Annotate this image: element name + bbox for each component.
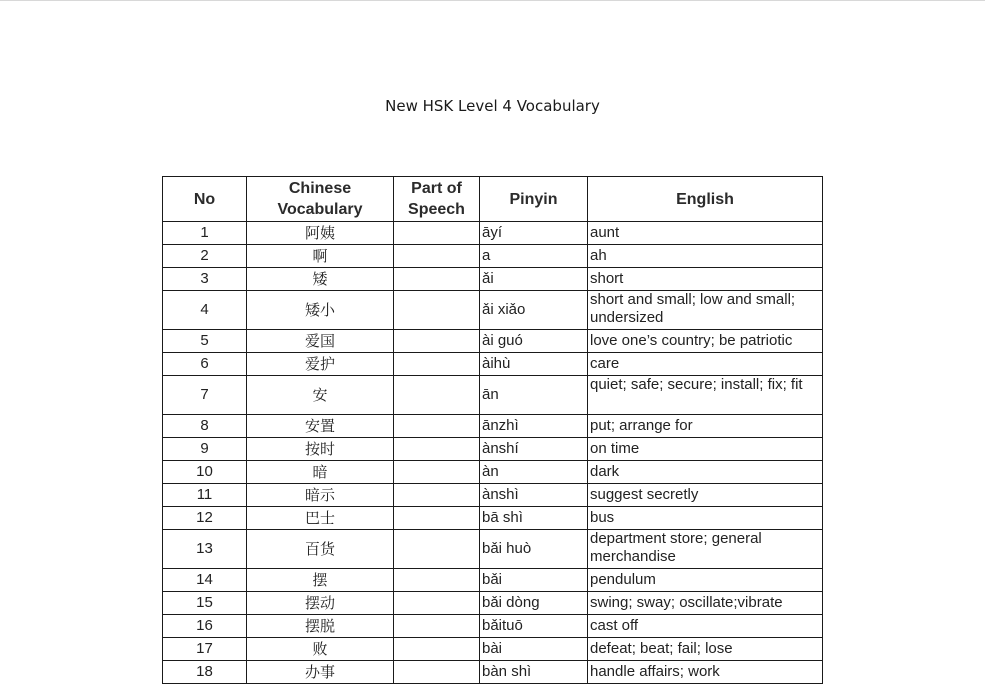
cell-pinyin: àihù <box>480 353 588 376</box>
cell-part-of-speech <box>394 569 480 592</box>
cell-chinese: 爱护 <box>247 353 394 376</box>
header-part-of-speech: Part of Speech <box>394 177 480 222</box>
table-row <box>163 438 823 461</box>
cell-no: 4 <box>163 291 247 330</box>
cell-no: 1 <box>163 222 247 245</box>
table-row <box>163 222 823 245</box>
cell-chinese: 按时 <box>247 438 394 461</box>
cell-part-of-speech <box>394 661 480 684</box>
cell-pinyin: a <box>480 245 588 268</box>
cell-pinyin: àn <box>480 461 588 484</box>
cell-pinyin: bàn shì <box>480 661 588 684</box>
cell-part-of-speech <box>394 415 480 438</box>
cell-part-of-speech <box>394 376 480 415</box>
cell-no: 11 <box>163 484 247 507</box>
cell-chinese: 矮小 <box>247 291 394 330</box>
cell-part-of-speech <box>394 484 480 507</box>
table-row <box>163 353 823 376</box>
cell-part-of-speech <box>394 438 480 461</box>
cell-pinyin: ànshí <box>480 438 588 461</box>
cell-english: on time <box>588 438 823 461</box>
table-row <box>163 291 823 330</box>
cell-chinese: 办事 <box>247 661 394 684</box>
cell-pinyin: ǎi xiǎo <box>480 291 588 330</box>
table-row <box>163 484 823 507</box>
cell-part-of-speech <box>394 222 480 245</box>
cell-chinese: 摆 <box>247 569 394 592</box>
cell-part-of-speech <box>394 507 480 530</box>
cell-part-of-speech <box>394 291 480 330</box>
cell-no: 17 <box>163 638 247 661</box>
cell-part-of-speech <box>394 245 480 268</box>
page-top-border <box>0 0 985 1</box>
cell-chinese: 啊 <box>247 245 394 268</box>
table-row <box>163 661 823 684</box>
cell-english: care <box>588 353 823 376</box>
cell-no: 2 <box>163 245 247 268</box>
cell-english: swing; sway; oscillate;vibrate <box>588 592 823 615</box>
cell-part-of-speech <box>394 638 480 661</box>
cell-part-of-speech <box>394 592 480 615</box>
cell-english: ah <box>588 245 823 268</box>
cell-english: short and small; low and small; undersized <box>588 291 823 330</box>
cell-no: 6 <box>163 353 247 376</box>
cell-chinese: 摆脱 <box>247 615 394 638</box>
cell-chinese: 巴士 <box>247 507 394 530</box>
cell-chinese: 安 <box>247 376 394 415</box>
cell-no: 18 <box>163 661 247 684</box>
cell-pinyin: ǎi <box>480 268 588 291</box>
cell-english: put; arrange for <box>588 415 823 438</box>
cell-chinese: 暗 <box>247 461 394 484</box>
cell-pinyin: ānzhì <box>480 415 588 438</box>
cell-pinyin: bǎi <box>480 569 588 592</box>
cell-no: 13 <box>163 530 247 569</box>
cell-no: 8 <box>163 415 247 438</box>
table-row <box>163 615 823 638</box>
cell-pinyin: bǎi dòng <box>480 592 588 615</box>
cell-chinese: 摆动 <box>247 592 394 615</box>
table-row <box>163 592 823 615</box>
cell-chinese: 百货 <box>247 530 394 569</box>
cell-english: short <box>588 268 823 291</box>
table-body <box>163 222 823 684</box>
cell-part-of-speech <box>394 330 480 353</box>
cell-chinese: 败 <box>247 638 394 661</box>
cell-english: quiet; safe; secure; install; fix; fit <box>588 376 823 415</box>
cell-english: love one’s country; be patriotic <box>588 330 823 353</box>
cell-english: aunt <box>588 222 823 245</box>
cell-pinyin: bǎituō <box>480 615 588 638</box>
table-row <box>163 461 823 484</box>
cell-no: 14 <box>163 569 247 592</box>
cell-english: defeat; beat; fail; lose <box>588 638 823 661</box>
cell-english: department store; general merchandise <box>588 530 823 569</box>
table-row <box>163 330 823 353</box>
cell-english: cast off <box>588 615 823 638</box>
cell-pinyin: ànshì <box>480 484 588 507</box>
cell-no: 5 <box>163 330 247 353</box>
cell-no: 12 <box>163 507 247 530</box>
cell-chinese: 安置 <box>247 415 394 438</box>
cell-english: handle affairs; work <box>588 661 823 684</box>
cell-no: 10 <box>163 461 247 484</box>
cell-pinyin: bā shì <box>480 507 588 530</box>
cell-english: pendulum <box>588 569 823 592</box>
cell-part-of-speech <box>394 461 480 484</box>
document-title: New HSK Level 4 Vocabulary <box>385 97 600 115</box>
header-pinyin: Pinyin <box>480 177 588 222</box>
cell-part-of-speech <box>394 353 480 376</box>
table-row <box>163 507 823 530</box>
cell-chinese: 爱国 <box>247 330 394 353</box>
cell-pinyin: ān <box>480 376 588 415</box>
table-row <box>163 376 823 415</box>
vocabulary-table <box>162 176 823 684</box>
cell-english: suggest secretly <box>588 484 823 507</box>
cell-chinese: 暗示 <box>247 484 394 507</box>
cell-english: dark <box>588 461 823 484</box>
cell-english: bus <box>588 507 823 530</box>
cell-pinyin: bǎi huò <box>480 530 588 569</box>
table-row <box>163 415 823 438</box>
table-row <box>163 245 823 268</box>
cell-no: 9 <box>163 438 247 461</box>
header-english: English <box>588 177 823 222</box>
cell-no: 3 <box>163 268 247 291</box>
table-header-row <box>163 177 823 222</box>
cell-pinyin: ài guó <box>480 330 588 353</box>
table-row <box>163 569 823 592</box>
header-no: No <box>163 177 247 222</box>
table-row <box>163 638 823 661</box>
cell-no: 15 <box>163 592 247 615</box>
cell-chinese: 矮 <box>247 268 394 291</box>
cell-part-of-speech <box>394 530 480 569</box>
table-row <box>163 268 823 291</box>
cell-no: 16 <box>163 615 247 638</box>
cell-part-of-speech <box>394 268 480 291</box>
cell-pinyin: āyí <box>480 222 588 245</box>
cell-part-of-speech <box>394 615 480 638</box>
cell-no: 7 <box>163 376 247 415</box>
cell-pinyin: bài <box>480 638 588 661</box>
table-row <box>163 530 823 569</box>
cell-chinese: 阿姨 <box>247 222 394 245</box>
header-chinese-vocabulary: Chinese Vocabulary <box>247 177 394 222</box>
